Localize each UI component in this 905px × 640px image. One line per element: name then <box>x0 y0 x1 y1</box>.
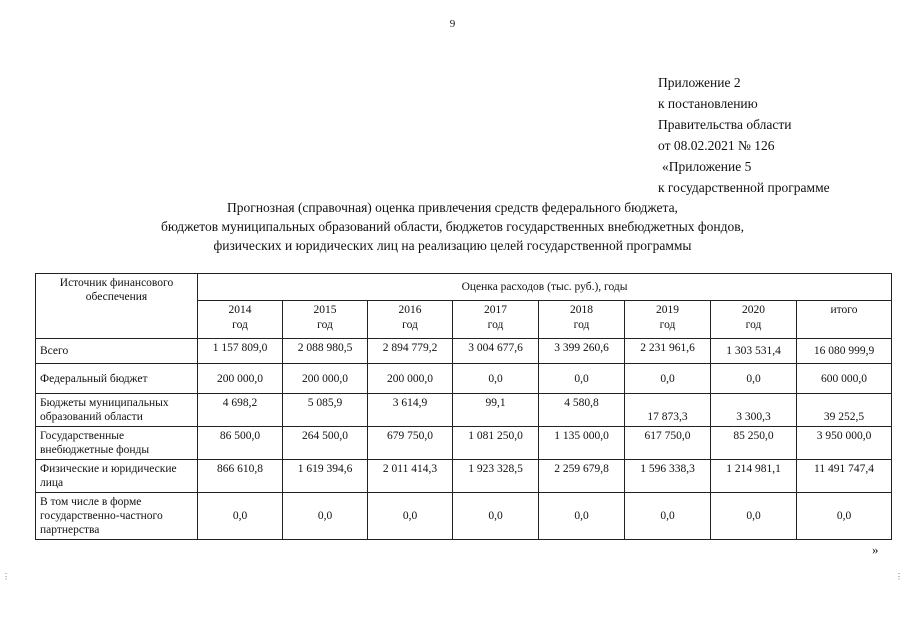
appendix-header <box>658 72 830 198</box>
row-label: Физические и юридические лица <box>36 460 198 493</box>
appendix-line: к постановлению <box>658 96 758 111</box>
year-header: 2018 год <box>539 301 625 339</box>
table-cell: 3 300,3 <box>711 394 797 427</box>
table-cell: 1 923 328,5 <box>453 460 539 493</box>
row-label: Федеральный бюджет <box>36 364 198 394</box>
table-cell: 1 214 981,1 <box>711 460 797 493</box>
table-row <box>36 460 892 493</box>
table-cell: 99,1 <box>453 394 539 427</box>
table-cell: 4 698,2 <box>198 394 283 427</box>
table-cell: 1 081 250,0 <box>453 427 539 460</box>
table-cell: 617 750,0 <box>625 427 711 460</box>
total-header: итого <box>797 301 892 339</box>
table-cell: 2 088 980,5 <box>283 339 368 364</box>
appendix-line: «Приложение 5 <box>662 159 752 174</box>
table-cell: 2 259 679,8 <box>539 460 625 493</box>
document-title <box>0 198 905 255</box>
table-cell: 2 231 961,6 <box>625 339 711 364</box>
table-cell: 0,0 <box>539 364 625 394</box>
table-cell: 1 135 000,0 <box>539 427 625 460</box>
table-cell: 0,0 <box>711 493 797 540</box>
table-cell: 679 750,0 <box>368 427 453 460</box>
table-cell: 600 000,0 <box>797 364 892 394</box>
expense-estimate-header: Оценка расходов (тыс. руб.), годы <box>198 274 892 301</box>
table-row <box>36 427 892 460</box>
table-cell: 0,0 <box>453 493 539 540</box>
row-label: Государственные внебюджетные фонды <box>36 427 198 460</box>
table-cell: 200 000,0 <box>368 364 453 394</box>
table-cell: 39 252,5 <box>797 394 892 427</box>
year-header: 2016 год <box>368 301 453 339</box>
table-cell: 1 619 394,6 <box>283 460 368 493</box>
appendix-line: к государственной программе <box>658 180 830 195</box>
table-cell: 0,0 <box>625 493 711 540</box>
table-cell: 4 580,8 <box>539 394 625 427</box>
table-cell: 85 250,0 <box>711 427 797 460</box>
year-header: 2017 год <box>453 301 539 339</box>
table-cell: 3 399 260,6 <box>539 339 625 364</box>
table-row <box>36 364 892 394</box>
table-row <box>36 394 892 427</box>
table-cell: 866 610,8 <box>198 460 283 493</box>
page-number: 9 <box>449 18 456 30</box>
table-cell: 3 004 677,6 <box>453 339 539 364</box>
table-cell: 0,0 <box>797 493 892 540</box>
table-cell: 3 950 000,0 <box>797 427 892 460</box>
year-header: 2020 год <box>711 301 797 339</box>
table-cell: 1 303 531,4 <box>711 339 797 364</box>
table-cell: 2 894 779,2 <box>368 339 453 364</box>
source-header: Источник финансового обеспечения <box>36 274 198 339</box>
table-cell: 86 500,0 <box>198 427 283 460</box>
year-header: 2019 год <box>625 301 711 339</box>
table-cell: 3 614,9 <box>368 394 453 427</box>
table-cell: 0,0 <box>711 364 797 394</box>
table-cell: 17 873,3 <box>625 394 711 427</box>
title-line: физических и юридических лиц на реализацию целей государственной программы <box>213 238 692 253</box>
table-cell: 1 157 809,0 <box>198 339 283 364</box>
table-cell: 1 596 338,3 <box>625 460 711 493</box>
table-row <box>36 493 892 540</box>
row-label: Всего <box>36 339 198 364</box>
row-label: В том числе в форме государственно-частного партнерства <box>36 493 198 540</box>
table-cell: 5 085,9 <box>283 394 368 427</box>
table-cell: 16 080 999,9 <box>797 339 892 364</box>
table-cell: 264 500,0 <box>283 427 368 460</box>
table-cell: 0,0 <box>283 493 368 540</box>
table-cell: 0,0 <box>368 493 453 540</box>
table-cell: 0,0 <box>198 493 283 540</box>
closing-quote: » <box>872 542 879 557</box>
row-label: Бюджеты муниципальных образований области <box>36 394 198 427</box>
year-header: 2014 год <box>198 301 283 339</box>
table-row <box>36 339 892 364</box>
title-line: Прогнозная (справочная) оценка привлечения средств федерального бюджета, <box>227 200 678 215</box>
table-cell: 200 000,0 <box>198 364 283 394</box>
table-cell: 200 000,0 <box>283 364 368 394</box>
table-cell: 11 491 747,4 <box>797 460 892 493</box>
financing-table <box>35 273 892 540</box>
table-cell: 2 011 414,3 <box>368 460 453 493</box>
scan-edge-mark-right: ⋮ <box>895 572 903 581</box>
scan-edge-mark-left: ⋮ <box>2 572 10 581</box>
appendix-line: Приложение 2 <box>658 75 741 90</box>
title-line: бюджетов муниципальных образований области, бюджетов государственных внебюджетных фондов, <box>160 219 745 234</box>
table-cell: 0,0 <box>453 364 539 394</box>
year-header: 2015 год <box>283 301 368 339</box>
table-cell: 0,0 <box>625 364 711 394</box>
table-cell: 0,0 <box>539 493 625 540</box>
appendix-line: от 08.02.2021 № 126 <box>658 138 775 153</box>
appendix-line: Правительства области <box>658 117 792 132</box>
